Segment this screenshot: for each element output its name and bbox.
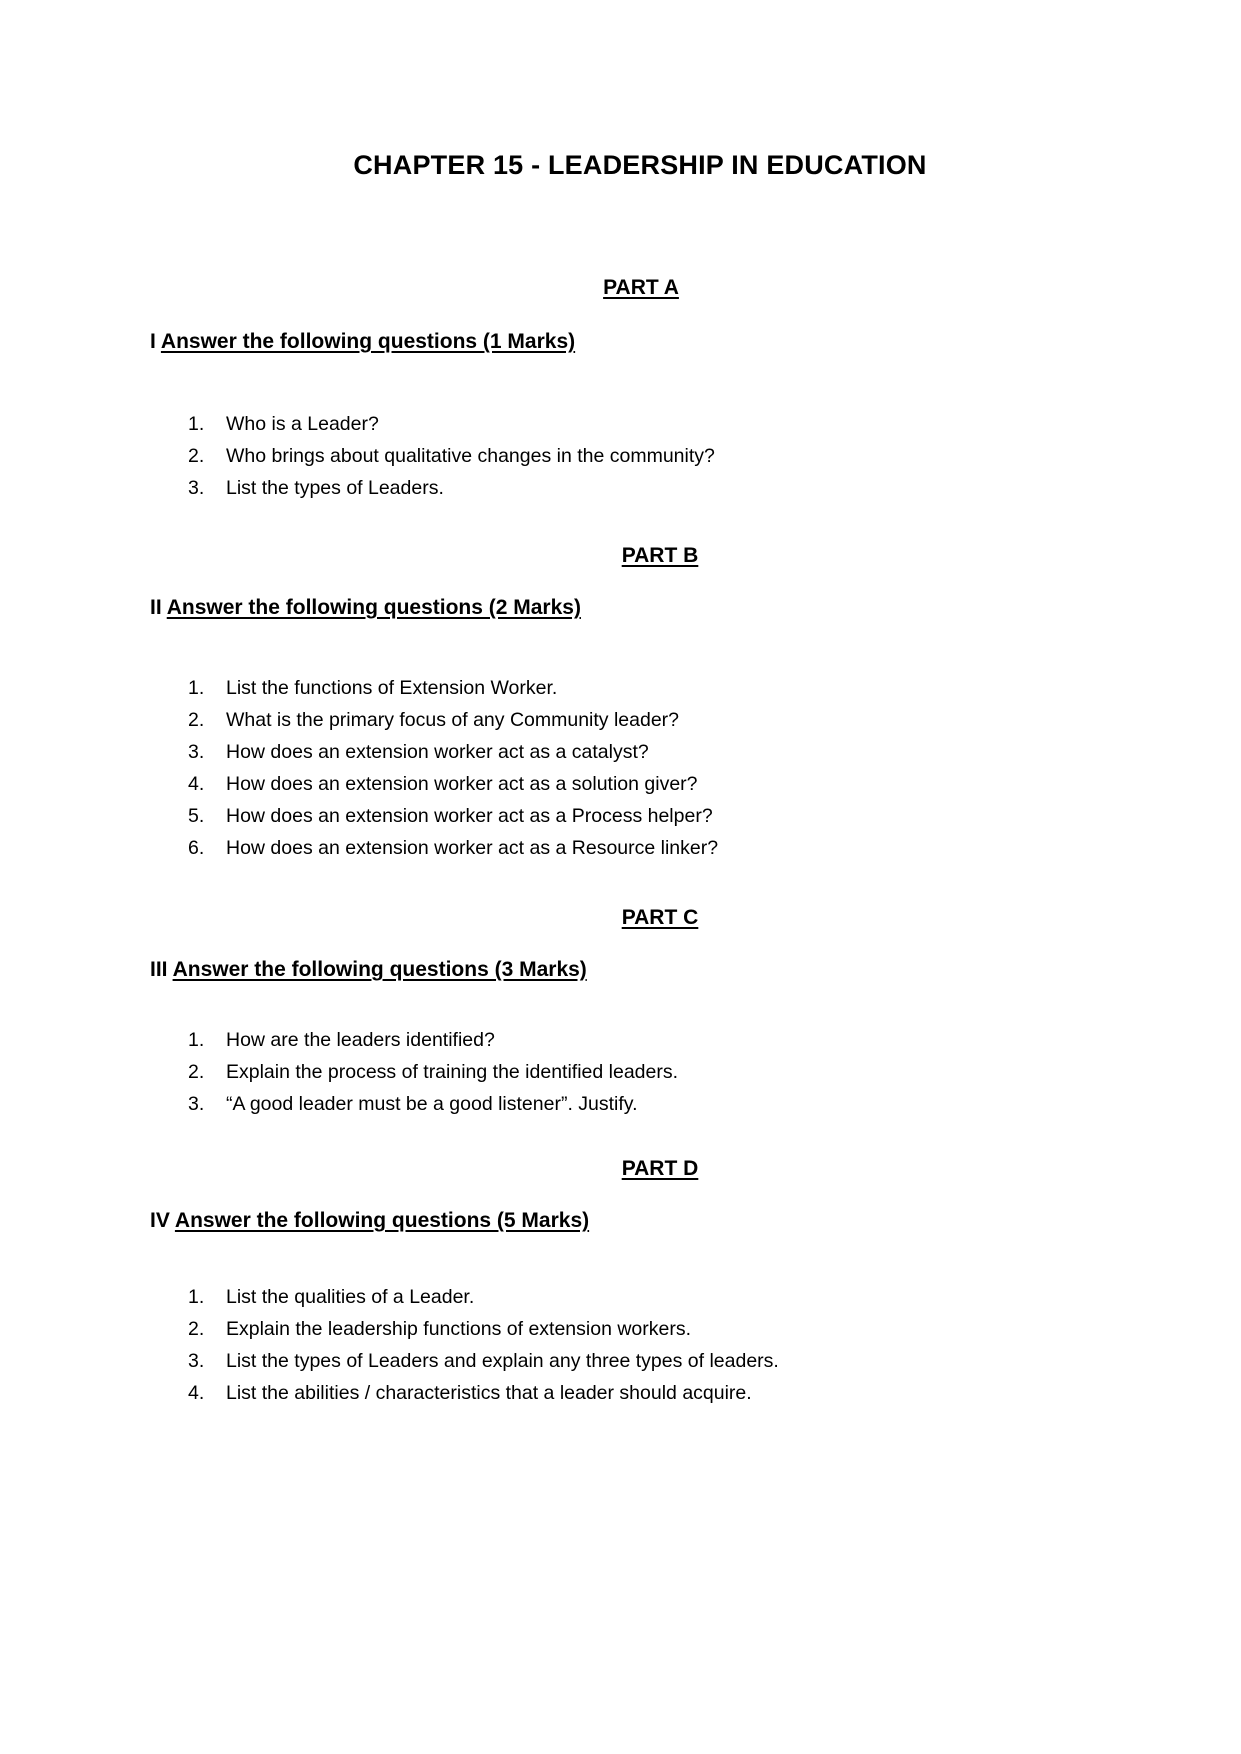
question-number: 2. [188,445,205,467]
question-text: How does an extension worker act as a Process helper? [226,805,713,827]
question-number: 5. [188,805,205,827]
section-heading-text: Answer the following questions (1 Marks) [160,330,576,353]
question-text: How does an extension worker act as a catalyst? [226,741,649,763]
part-c-question-list [188,1024,678,1120]
question-number: 1. [188,1029,205,1051]
question-number: 2. [188,1318,205,1340]
question-text: How does an extension worker act as a solution giver? [226,773,698,795]
part-d-heading: PART D [621,1157,699,1180]
question-number: 1. [188,677,205,699]
list-item [188,408,715,440]
section-iv-heading [150,1209,589,1233]
question-text: Who brings about qualitative changes in the community? [226,445,715,467]
question-text: How are the leaders identified? [226,1029,495,1051]
part-b-heading: PART B [621,544,699,567]
list-item [188,800,718,832]
part-a-question-list [188,408,715,504]
question-number: 2. [188,709,205,731]
question-number: 3. [188,1093,205,1115]
section-numeral: I [150,330,156,353]
question-text: Explain the leadership functions of extension workers. [226,1318,692,1340]
section-ii-heading [150,596,581,620]
list-item [188,1056,678,1088]
question-text: “A good leader must be a good listener”. Justify. [226,1093,638,1115]
question-text: List the abilities / characteristics that a leader should acquire. [226,1382,752,1404]
section-numeral: III [150,958,168,981]
part-a-heading: PART A [603,276,679,299]
list-item [188,1088,678,1120]
list-item [188,1313,779,1345]
section-heading-text: Answer the following questions (5 Marks) [174,1209,590,1232]
question-number: 1. [188,413,205,435]
list-item [188,1345,779,1377]
question-text: List the types of Leaders. [226,477,444,499]
question-number: 4. [188,773,205,795]
question-number: 4. [188,1382,205,1404]
part-b-question-list [188,672,718,864]
question-text: List the qualities of a Leader. [226,1286,475,1308]
list-item [188,1377,779,1409]
question-text: What is the primary focus of any Community leader? [226,709,680,731]
question-number: 6. [188,837,205,859]
question-text: How does an extension worker act as a Resource linker? [226,837,719,859]
list-item [188,768,718,800]
list-item [188,472,715,504]
question-text: List the functions of Extension Worker. [226,677,558,699]
question-number: 3. [188,477,205,499]
list-item [188,1281,779,1313]
section-iii-heading [150,958,587,982]
part-c-heading: PART C [621,906,699,929]
section-i-heading [150,330,575,354]
part-d-question-list [188,1281,779,1409]
section-numeral: IV [150,1209,170,1232]
page-title: CHAPTER 15 - LEADERSHIP IN EDUCATION [353,150,927,180]
section-heading-text: Answer the following questions (2 Marks) [166,596,581,619]
question-number: 2. [188,1061,205,1083]
section-heading-text: Answer the following questions (3 Marks) [172,958,587,981]
question-number: 3. [188,741,205,763]
section-numeral: II [150,596,162,619]
list-item [188,736,718,768]
list-item [188,440,715,472]
question-number: 1. [188,1286,205,1308]
question-text: List the types of Leaders and explain any three types of leaders. [226,1350,779,1372]
list-item [188,704,718,736]
question-text: Who is a Leader? [226,413,379,435]
list-item [188,832,718,864]
list-item [188,1024,678,1056]
question-number: 3. [188,1350,205,1372]
question-text: Explain the process of training the identified leaders. [226,1061,679,1083]
list-item [188,672,718,704]
